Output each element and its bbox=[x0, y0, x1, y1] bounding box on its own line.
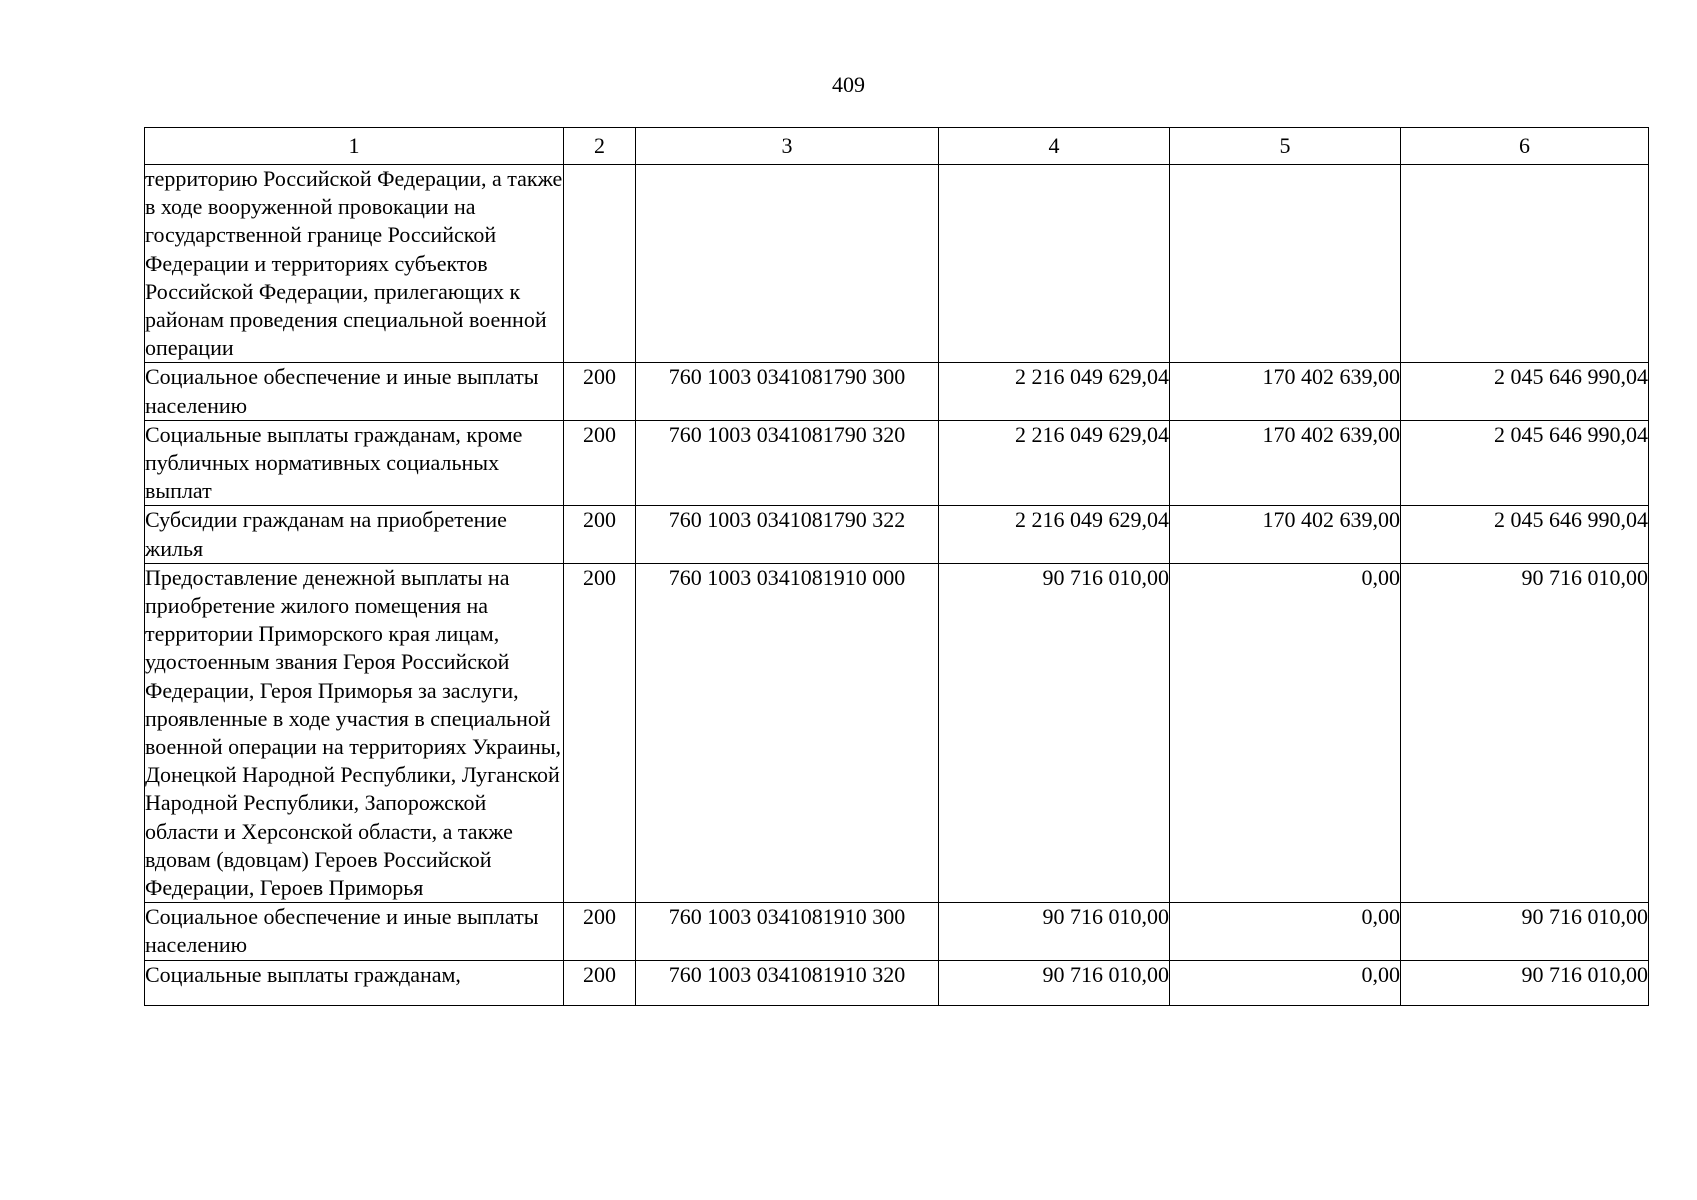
column-number-row bbox=[145, 128, 1649, 165]
row-value-4: 90 716 010,00 bbox=[939, 960, 1170, 1005]
row-code: 200 bbox=[564, 960, 636, 1005]
row-code: 200 bbox=[564, 363, 636, 420]
row-value-4: 90 716 010,00 bbox=[939, 563, 1170, 902]
column-header-2: 2 bbox=[564, 128, 636, 165]
column-header-3: 3 bbox=[636, 128, 939, 165]
row-value-5: 0,00 bbox=[1170, 903, 1401, 960]
row-code: 200 bbox=[564, 420, 636, 506]
row-classification-code: 760 1003 0341081910 320 bbox=[636, 960, 939, 1005]
row-value-6: 90 716 010,00 bbox=[1401, 960, 1649, 1005]
row-value-4: 2 216 049 629,04 bbox=[939, 363, 1170, 420]
row-classification-code: 760 1003 0341081790 320 bbox=[636, 420, 939, 506]
row-value-4: 2 216 049 629,04 bbox=[939, 506, 1170, 563]
column-header-4: 4 bbox=[939, 128, 1170, 165]
row-name: Социальные выплаты гражданам, bbox=[145, 960, 564, 1005]
row-value-5 bbox=[1170, 165, 1401, 363]
row-value-4 bbox=[939, 165, 1170, 363]
row-value-6 bbox=[1401, 165, 1649, 363]
row-classification-code bbox=[636, 165, 939, 363]
table-row bbox=[145, 903, 1649, 960]
row-code bbox=[564, 165, 636, 363]
page-number: 409 bbox=[832, 72, 865, 97]
table-row bbox=[145, 165, 1649, 363]
row-value-5: 170 402 639,00 bbox=[1170, 506, 1401, 563]
row-name: Предоставление денежной выплаты на приобретение жилого помещения на территории Приморского края лицам, удостоенным звания Героя Российской Федерации, Героя Приморья за заслуги, проявленные в ходе участия в специальной военной операции на территориях Украины, Донецкой Народной Республики, Луганской Народной Республики, Запорожской области и Херсонской области, а также вдовам (вдовцам) Героев Российской Федерации, Героев Приморья bbox=[145, 563, 564, 902]
column-header-1: 1 bbox=[145, 128, 564, 165]
row-classification-code: 760 1003 0341081790 300 bbox=[636, 363, 939, 420]
row-code: 200 bbox=[564, 506, 636, 563]
column-header-6: 6 bbox=[1401, 128, 1649, 165]
row-name: Социальное обеспечение и иные выплаты населению bbox=[145, 903, 564, 960]
row-value-4: 90 716 010,00 bbox=[939, 903, 1170, 960]
row-value-5: 0,00 bbox=[1170, 563, 1401, 902]
row-classification-code: 760 1003 0341081910 300 bbox=[636, 903, 939, 960]
row-value-6: 90 716 010,00 bbox=[1401, 563, 1649, 902]
row-name: Социальное обеспечение и иные выплаты населению bbox=[145, 363, 564, 420]
table-row bbox=[145, 960, 1649, 1005]
row-name: Субсидии гражданам на приобретение жилья bbox=[145, 506, 564, 563]
table-row bbox=[145, 363, 1649, 420]
row-code: 200 bbox=[564, 903, 636, 960]
row-name: территорию Российской Федерации, а также в ходе вооруженной провокации на государственной границе Российской Федерации и территориях субъектов Российской Федерации, прилегающих к районам проведения специальной военной операции bbox=[145, 165, 564, 363]
row-classification-code: 760 1003 0341081910 000 bbox=[636, 563, 939, 902]
row-value-5: 170 402 639,00 bbox=[1170, 363, 1401, 420]
row-value-6: 90 716 010,00 bbox=[1401, 903, 1649, 960]
row-code: 200 bbox=[564, 563, 636, 902]
row-value-6: 2 045 646 990,04 bbox=[1401, 363, 1649, 420]
row-classification-code: 760 1003 0341081790 322 bbox=[636, 506, 939, 563]
row-value-5: 170 402 639,00 bbox=[1170, 420, 1401, 506]
row-value-6: 2 045 646 990,04 bbox=[1401, 506, 1649, 563]
table-row bbox=[145, 420, 1649, 506]
row-value-6: 2 045 646 990,04 bbox=[1401, 420, 1649, 506]
column-header-5: 5 bbox=[1170, 128, 1401, 165]
row-value-5: 0,00 bbox=[1170, 960, 1401, 1005]
table-row bbox=[145, 563, 1649, 902]
table-row bbox=[145, 506, 1649, 563]
row-name: Социальные выплаты гражданам, кроме публичных нормативных социальных выплат bbox=[145, 420, 564, 506]
row-value-4: 2 216 049 629,04 bbox=[939, 420, 1170, 506]
budget-table bbox=[144, 127, 1649, 1006]
